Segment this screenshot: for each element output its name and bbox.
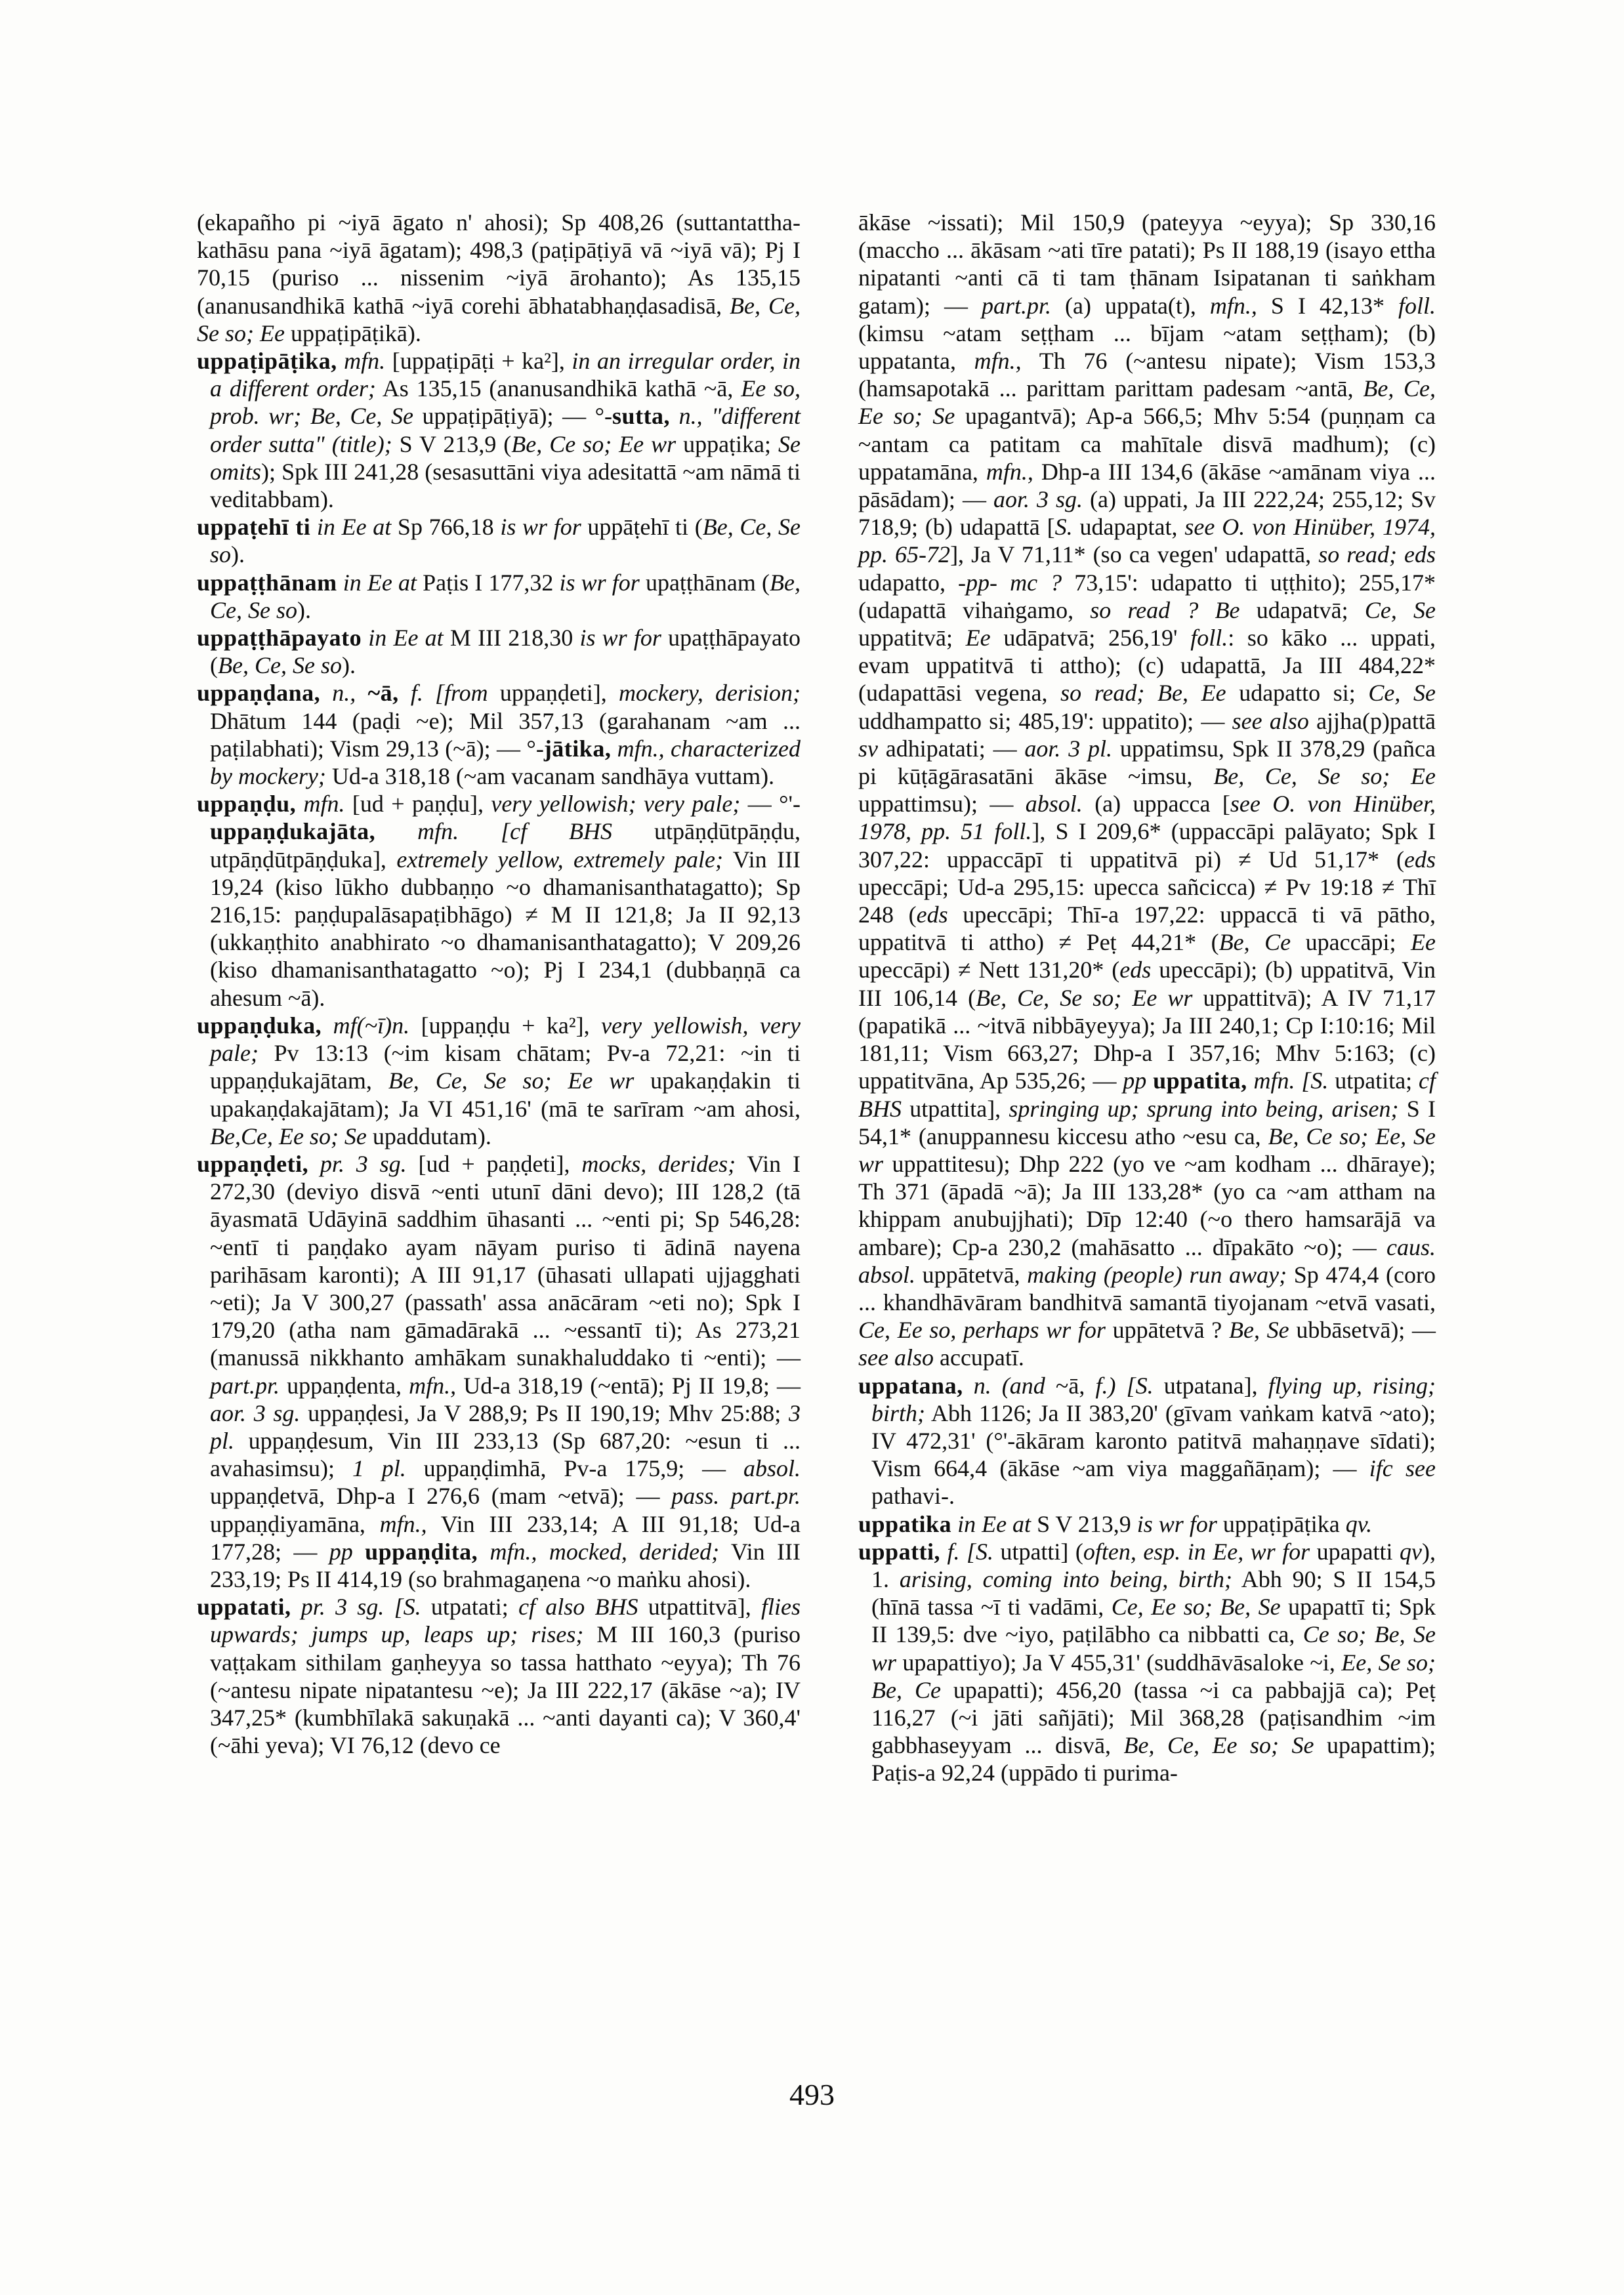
- entry-text: udapatto si;: [1226, 680, 1369, 707]
- italic-text: see O. von Hinüber, 1978, pp. 51 foll.: [858, 791, 1436, 845]
- headword: uppaṇḍana,: [197, 680, 321, 707]
- entry-uppatthapayato: [197, 624, 801, 679]
- entry-text: upaddutam).: [366, 1123, 491, 1149]
- italic-text: absol.: [1025, 791, 1083, 817]
- entry-text: [uppaṇḍu + ka²],: [409, 1012, 602, 1039]
- italic-text: very yellowish, very pale;: [210, 1012, 801, 1067]
- entry-text: upeccāpi); (b) uppatitvā, Vin III 106,14 (: [858, 957, 1436, 1011]
- italic-text: Be, Se: [1228, 1317, 1289, 1344]
- entry-text: ); Spk III 241,28 (sesasuttāni viya adesitattā ~am nāmā ti veditabbam).: [210, 458, 801, 513]
- italic-text: mfn., characterized by mockery;: [210, 735, 801, 790]
- italic-text: so read; Be, Ee: [1060, 680, 1226, 707]
- italic-text: Be, Ce, Se so; Ee: [197, 292, 801, 346]
- italic-text: mocks, derides;: [581, 1150, 736, 1177]
- entry-text: uppātetvā ?: [1105, 1317, 1229, 1344]
- entry-text: S I 54,1* (anuppannesu kiccesu atho ~esu ca,: [858, 1095, 1436, 1149]
- italic-text: flies upwards; jumps up, leaps up; rises;: [210, 1594, 801, 1648]
- italic-text: mfn.,: [409, 1372, 457, 1399]
- entry-text: M III 218,30: [443, 625, 580, 651]
- entry-text: Sp 766,18: [391, 514, 501, 541]
- entry-text: udapatto,: [858, 569, 959, 596]
- entry-uppandu: [197, 790, 801, 1012]
- italic-text: is wr for: [579, 625, 661, 651]
- italic-text: Be, Ce, Se so; Ee wr: [388, 1067, 635, 1094]
- headword: uppatati,: [197, 1594, 291, 1621]
- italic-text: f. [S.: [940, 1538, 993, 1565]
- italic-text: pr. 3 sg. [S.: [291, 1594, 421, 1621]
- italic-text: 1 pl.: [352, 1455, 406, 1482]
- italic-text: mfn., mocked, derided;: [478, 1538, 720, 1565]
- entry-text: (kimsu ~atam seṭṭham ... bījam ~atam seṭṭham); (b) uppatanta,: [858, 320, 1436, 375]
- italic-text: mfn. [S.: [1247, 1067, 1329, 1094]
- entry-text: uppatimsu, Spk II 378,29 (pañca pi kūṭāgārasatāni ākāse ~imsu,: [858, 735, 1436, 790]
- italic-text: Ce, Se: [1368, 680, 1436, 707]
- italic-text: n. (and: [963, 1372, 1045, 1399]
- italic-text: pp: [329, 1538, 353, 1565]
- entry-text: uppaṇḍesum, Vin III 233,13 (Sp 687,20: ~esun ti ... avahasimsu);: [210, 1427, 801, 1482]
- italic-text: mf(~ī)n.: [322, 1012, 410, 1039]
- entry-text: S V 213,9: [1031, 1510, 1137, 1537]
- entry-text: ], S I 209,6* (uppaccāpi palāyato; Spk I 307,22: uppaccāpī ti uppatitvā pi) ≠ Ud 51,17* (: [858, 818, 1436, 873]
- entry-text: uppattimsu); —: [858, 791, 1026, 817]
- italic-text: making (people) run away;: [1027, 1261, 1287, 1288]
- entry-text: — °'-: [740, 791, 801, 817]
- headword: uppaṭṭhāpayato: [197, 625, 362, 651]
- italic-text: in Ee at: [337, 569, 417, 596]
- entry-text: Dhātum 144 (paḍi ~e); Mil 357,13 (garahanam ~am ... paṭilabhati); Vism 29,13 (~ā); — °-: [210, 707, 801, 762]
- italic-text: in Ee at: [310, 514, 392, 541]
- italic-text: absol.: [743, 1455, 801, 1482]
- entry-text: S V 213,9 (: [392, 430, 512, 457]
- headword: jātika,: [543, 735, 612, 762]
- entry-text: accupatī.: [933, 1344, 1024, 1371]
- headword: uppaṭehī ti: [197, 514, 311, 541]
- entry-text: ).: [231, 541, 245, 568]
- entry-text: uppaṇḍetvā, Dhp-a I 276,6 (mam ~etvā); —: [210, 1483, 672, 1510]
- italic-text: mfn.: [296, 791, 345, 817]
- italic-text: f.) [S.: [1095, 1372, 1154, 1399]
- entry-text: uppaṭipāṭika: [1217, 1510, 1346, 1537]
- entry-text: S I 42,13*: [1257, 292, 1398, 319]
- entry-text: [356, 680, 367, 706]
- entry-uppatehi: [197, 513, 801, 568]
- entry-text: (a) uppata(t),: [1051, 292, 1210, 319]
- entry-text: [ud + paṇḍeti],: [406, 1150, 582, 1177]
- italic-text: Se omits: [210, 430, 801, 485]
- headword: sutta,: [612, 403, 671, 430]
- italic-text: eds: [1119, 957, 1152, 983]
- entry-text: utpāṇḍūtpāṇḍu, utpāṇḍūtpāṇḍuka],: [210, 818, 801, 873]
- italic-text: springing up; sprung into being, arisen;: [1009, 1095, 1399, 1122]
- italic-text: in an irregular order, in a different order;: [210, 348, 801, 402]
- entry-text: pathavi-.: [871, 1483, 955, 1510]
- entry-text: upapattī ti; Spk II 139,5: dve ~iyo, paṭilābho ca nibbatti ca,: [871, 1594, 1436, 1648]
- entry-text: upaccāpi;: [1291, 929, 1411, 956]
- italic-text: pr. 3 sg.: [308, 1150, 407, 1177]
- italic-text: Be, Ce, Ee so; Se: [858, 375, 1436, 430]
- entry-text: uppattitesu); Dhp 222 (yo ve ~am kodham ... dhāraye); Th 371 (āpadā ~ā); Ja III 133,28* (yo ca ~am attham na khippam anubujjhati); Dīp 12:40 (~o thero hamsarājā va ambare); Cp-a 230,2 (mahāsatto ... dīpakāto ~o); —: [858, 1150, 1436, 1260]
- headword: uppaṇḍeti,: [197, 1150, 309, 1177]
- entry-text: upapatti); 456,20 (tassa ~i ca pabbajjā ca); Peṭ 116,27 (~i jāti sañjāti); Mil 368,28 (paṭisandhim ~im gabbhaseyyam ... disvā,: [871, 1676, 1436, 1759]
- entry-text: ākāse ~issati); Mil 150,9 (pateyya ~eyya); Sp 330,16 (maccho ... ākāsam ~ati tīre patati); Ps II 188,19 (isayo ettha nipatanti ~anti cā ti tam ṭhānam Isipatanan ti saṅkham gatam); —: [858, 209, 1436, 319]
- entry-text: upagantvā); Ap-a 566,5; Mhv 5:54 (puṇṇam ca ~antam ca patitam ca mahītale disvā madhum); (c) uppatamāna,: [858, 403, 1436, 485]
- headword: uppaṇḍita,: [365, 1538, 478, 1565]
- entry-text: Pv 13:13 (~im kisam chātam; Pv-a 72,21: ~in ti uppaṇḍukajātam,: [210, 1040, 801, 1094]
- italic-text: pass. part.pr.: [671, 1483, 801, 1510]
- entry-text: uppattitvā); A IV 71,17 (papatikā ... ~itvā nibbāyeyya); Ja III 240,1; Cp I:10:16; Mil 181,11; Vism 663,27; Dhp-a I 357,16; Mhv 5:163; (c) uppatitvāna, Ap 535,26; —: [858, 984, 1436, 1094]
- italic-text: cf BHS: [858, 1067, 1436, 1122]
- italic-text: see O. von Hinüber, 1974, pp. 65-72: [858, 514, 1436, 568]
- italic-text: caus. absol.: [858, 1233, 1436, 1288]
- italic-text: aor. 3 sg.: [210, 1399, 301, 1426]
- italic-text: Ce, Se: [1364, 596, 1436, 623]
- entry-text: ~ā,: [1045, 1372, 1096, 1399]
- italic-text: very yellowish; very pale;: [491, 791, 741, 817]
- entry-text: [uppaṭipāṭi + ka²],: [385, 348, 572, 375]
- italic-text: Be, Ce so; Ee, Se wr: [858, 1123, 1436, 1177]
- italic-text: is wr for: [1136, 1510, 1217, 1537]
- headword: uppatana,: [858, 1372, 963, 1399]
- entry-text: utpatti] (: [993, 1538, 1083, 1565]
- entry-text: [ud + paṇḍu],: [344, 791, 491, 817]
- italic-text: Ee: [1411, 929, 1436, 956]
- entry-ekapanho: [197, 209, 801, 347]
- italic-text: see also: [858, 1344, 934, 1371]
- italic-text: Ce, Ee so, perhaps wr for: [858, 1317, 1106, 1344]
- entry-text: [353, 1539, 365, 1565]
- italic-text: eds: [916, 901, 948, 928]
- entry-text: uppāṭehī ti (: [581, 514, 703, 541]
- entry-text: utpattitvā],: [638, 1594, 761, 1621]
- italic-text: -pp- mc ?: [958, 569, 1062, 596]
- entry-text: upeccāpi) ≠ Nett 131,20* (: [858, 957, 1120, 983]
- italic-text: n.,: [320, 680, 356, 707]
- italic-text: sv: [858, 735, 878, 762]
- italic-text: so read; eds: [1318, 541, 1436, 568]
- entry-text: Sp 474,4 (coro ... khandhāvāram bandhitvā samantā tiyojanam ~etvā vasati,: [858, 1261, 1436, 1315]
- italic-text: eds: [1404, 846, 1436, 873]
- entry-text: upeccāpi; Ud-a 295,15: upecca sañcicca) ≠ Pv 19:18 ≠ Thī 248 (: [858, 873, 1436, 928]
- entry-text: uppaṭika;: [676, 430, 779, 457]
- entry-text: As 135,15 (ananusandhikā kathā ~ā,: [375, 375, 741, 402]
- entry-uppatana: [858, 1372, 1436, 1510]
- entry-text: Dhp-a III 134,6 (ākāse ~amānam viya ... pāsādam); —: [858, 458, 1436, 513]
- entry-uppanduka: [197, 1012, 801, 1150]
- italic-text: is wr for: [500, 514, 581, 541]
- italic-text: mockery, derision;: [618, 680, 801, 707]
- entry-text: ).: [297, 596, 311, 623]
- entry-text: 73,15': udapatto ti uṭṭhito); 255,17* (udapattā vihaṅgamo,: [858, 569, 1436, 623]
- italic-text: Be, Ce, Se so; Ee wr: [976, 984, 1193, 1011]
- italic-text: Be,Ce, Ee so; Se: [210, 1123, 367, 1149]
- italic-text: Be, Ce so; Ee wr: [511, 430, 677, 457]
- headword: uppaṭipāṭika,: [197, 348, 337, 375]
- entry-text: ubbāsetvā); —: [1289, 1317, 1436, 1344]
- entry-text: uppaṇḍenta,: [280, 1372, 409, 1399]
- entry-text: Vin III 233,19; Ps II 414,19 (so brahmagaṇena ~o maṅku ahosi).: [210, 1538, 801, 1592]
- entry-text: Paṭis I 177,32: [416, 569, 560, 596]
- entry-text: : so kāko ... uppati, evam uppatitvā ti attho); (c) udapattā, Ja III 484,22* (udapattāsi vegena,: [858, 625, 1436, 707]
- entry-text: upeccāpi; Thī-a 197,22: uppaccā ti vā pātho, uppatitvā ti attho) ≠ Peṭ 44,21* (: [858, 901, 1436, 956]
- italic-text: mfn.,: [974, 348, 1022, 375]
- entry-text: (a) uppacca [: [1082, 791, 1230, 817]
- italic-text: Ce, Ee so; Be, Se: [1111, 1594, 1281, 1621]
- entry-uppandana: [197, 679, 801, 790]
- italic-text: S.: [1054, 514, 1073, 541]
- italic-text: mfn.,: [379, 1510, 427, 1537]
- entry-text: uppaṇḍimhā, Pv-a 175,9; —: [406, 1455, 743, 1482]
- italic-text: is wr for: [559, 569, 640, 596]
- entry-text: (a) uppati, Ja III 222,24; 255,12; Sv 718,9; (b) udapattā [: [858, 486, 1436, 541]
- entry-text: uppatitvā;: [858, 625, 966, 651]
- entry-text: Abh 90; S II 154,5 (hīnā tassa ~ī ti vadāmi,: [871, 1565, 1436, 1621]
- entry-text: uppaṭipāṭikā).: [284, 320, 421, 346]
- italic-text: pp: [1123, 1067, 1147, 1094]
- italic-text: Be, Ce, Se so: [210, 514, 801, 568]
- entry-uppatati: [197, 1593, 801, 1759]
- right-column: [858, 209, 1436, 1787]
- entry-text: upapattim); Paṭis-a 92,24 (uppādo ti purima-: [871, 1732, 1436, 1787]
- italic-text: cf also BHS: [518, 1594, 638, 1621]
- entry-text: uddhampatto si; 485,19': uppatito); —: [858, 707, 1232, 734]
- entry-text: utpattita],: [902, 1095, 1009, 1122]
- headword: uppatita,: [1153, 1067, 1247, 1094]
- entry-text: udāpatvā; 256,19': [990, 625, 1191, 651]
- italic-text: extremely yellow, extremely pale;: [396, 846, 724, 873]
- italic-text: Ee: [965, 625, 991, 651]
- italic-text: Ce so; Be, Se wr: [871, 1621, 1436, 1676]
- entry-text: Vin III 19,24 (kiso lūkho dubbaṇṇo ~o dhamanisanthatagatto); Sp 216,15: paṇḍupalāsapaṭibhāgo) ≠ M II 121,8; Ja II 92,13 (ukkaṇṭhito anabhirato ~o dhamanisanthatagatto); V 209,26 (kiso dhamanisanthatagatto ~o); Pj I 234,1 (dubbaṇṇā ca ahesum ~ā).: [210, 846, 801, 1011]
- entry-uppatthanam: [197, 569, 801, 624]
- italic-text: mfn.: [337, 348, 386, 375]
- entry-text: Vin I 272,30 (deviyo disvā ~enti utunī dāni devo); III 128,2 (tā āyasmatā Udāyinā saddhim ūhasanti ... ~enti pi; Sp 546,28: ~entī ti paṇḍako ayam nāyam puriso ti ādinā nayena parihāsam karonti); A III 91,17 (ūhasati ullapati ujjagghati ~eti); Ja V 300,27 (passath' assa anācāram ~eti no); Spk I 179,20 (atha nam gāmadārakā ... ~essantī ti); As 273,21 (manussā nikkhanto amhākam sunakhaluddako ti ~enti); —: [210, 1150, 801, 1371]
- italic-text: arising, coming into being, birth;: [899, 1565, 1232, 1592]
- entry-uppatipatika: [197, 347, 801, 513]
- headword: uppaṇḍuka,: [197, 1012, 322, 1039]
- italic-text: often, esp. in Ee, wr for: [1083, 1538, 1310, 1565]
- entry-text: (ekapañho pi ~iyā āgato n' ahosi); Sp 408,26 (suttantattha-kathāsu pana ~iyā āgatam); 498,3 (paṭipāṭiyā vā ~iyā vā); Pj I 70,15 (puriso ... nissenim ~iyā ārohanto); As 135,15 (ananusandhikā kathā ~iyā corehi ābhatabhaṇḍasadisā,: [197, 209, 801, 319]
- headword: uppaṇḍu,: [197, 791, 297, 817]
- entry-text: ), 1.: [871, 1538, 1436, 1592]
- italic-text: part.pr.: [981, 292, 1051, 319]
- italic-text: Ee so, prob. wr; Be, Ce, Se: [210, 375, 801, 430]
- entry-text: upaṭṭhāpayato (: [210, 625, 801, 679]
- entry-uppatti: [858, 1538, 1436, 1787]
- headword: uppaṭṭhānam: [197, 569, 337, 596]
- entry-text: udapaptat,: [1072, 514, 1185, 541]
- entry-text: upakaṇḍakin ti upakaṇḍakajātam); Ja VI 451,16' (mā te sarīram ~am ahosi,: [210, 1067, 801, 1122]
- entry-text: M III 160,3 (puriso vaṭṭakam sithilam gaṇheyya so tassa hatthato ~eyya); Th 76 (~antesu nipate nipatantesu ~e); Ja III 222,17 (ākāse ~a); IV 347,25* (kumbhīlakā sakuṇakā ... ~anti dayanti ca); V 360,4' (~āhi yeva); VI 76,12 (devo ce: [210, 1621, 801, 1759]
- entry-text: utpatita;: [1328, 1067, 1419, 1094]
- entry-text: utpatana],: [1153, 1372, 1268, 1399]
- entry-text: utpatati;: [421, 1594, 519, 1621]
- italic-text: in Ee at: [362, 625, 444, 651]
- headword: uppaṇḍukajāta,: [210, 818, 376, 845]
- italic-text: aor. 3 sg.: [993, 486, 1083, 513]
- italic-text: Be, Ce, Se so; Ee: [1213, 763, 1436, 790]
- entry-text: Ud-a 318,19 (~entā); Pj II 19,8; —: [456, 1372, 801, 1399]
- italic-text: foll.: [1398, 292, 1436, 319]
- italic-text: so read ? Be: [1090, 596, 1240, 623]
- italic-text: mfn.,: [1209, 292, 1257, 319]
- italic-text: qv.: [1345, 1510, 1373, 1537]
- entry-text: udapatvā;: [1239, 596, 1365, 623]
- italic-text: aor. 3 pl.: [1024, 735, 1113, 762]
- entry-text: ], Ja V 71,11* (so ca vegen' udapattā,: [950, 541, 1319, 568]
- italic-text: Be, Ce: [1218, 929, 1291, 956]
- entry-text: ajjha(p)pattā: [1308, 707, 1436, 734]
- headword: uppatti,: [858, 1538, 941, 1565]
- entry-text: Abh 1126; Ja II 383,20' (gīvam vaṅkam katvā ~ato); IV 472,31' (°'-ākāram karonto patitvā mahaṇṇave sīdati); Vism 664,4 (ākāse ~am viya maggañāṇam); —: [871, 1399, 1436, 1482]
- italic-text: qv: [1400, 1538, 1423, 1565]
- left-column: [197, 209, 801, 1759]
- entry-text: uppaṇḍesi, Ja V 288,9; Ps II 190,19; Mhv 25:88;: [300, 1399, 789, 1426]
- entry-text: uppaṇḍiyamāna,: [210, 1510, 380, 1537]
- italic-text: ifc see: [1369, 1455, 1436, 1482]
- headword: uppatika: [858, 1510, 952, 1537]
- italic-text: foll.: [1190, 625, 1228, 651]
- italic-text: mfn. [cf BHS: [375, 818, 613, 845]
- italic-text: see also: [1232, 707, 1309, 734]
- italic-text: part.pr.: [210, 1372, 280, 1399]
- italic-text: flying up, rising; birth;: [871, 1372, 1436, 1426]
- italic-text: n., "different order sutta" (title);: [210, 403, 801, 457]
- italic-text: Be, Ce, Se so: [210, 569, 801, 623]
- entry-text: Vin III 233,14; A III 91,18; Ud-a 177,28; —: [210, 1510, 801, 1565]
- headword: ~ā,: [367, 680, 399, 707]
- entry-text: upapatti: [1310, 1538, 1400, 1565]
- italic-text: Be, Ce, Ee so; Se: [1123, 1732, 1314, 1759]
- italic-text: in Ee at: [951, 1510, 1031, 1537]
- italic-text: 3 pl.: [210, 1399, 801, 1454]
- entry-uppatika: [858, 1510, 1436, 1538]
- entry-text: upaṭṭhānam (: [639, 569, 770, 596]
- entry-text: uppātetvā,: [915, 1261, 1028, 1288]
- entry-text: uppaṭipāṭiyā); — °-: [413, 403, 613, 430]
- entry-text: uppaṇḍeti],: [488, 680, 619, 707]
- page-number: 493: [789, 2078, 835, 2111]
- entry-text: adhipatati; —: [878, 735, 1025, 762]
- entry-text: [1146, 1067, 1153, 1094]
- italic-text: f. [from: [398, 680, 488, 707]
- italic-text: Ee, Se so; Be, Ce: [871, 1649, 1436, 1703]
- entry-text: Th 76 (~antesu nipate); Vism 153,3 (hamsapotakā ... parittam parittam padesam ~antā,: [858, 348, 1436, 402]
- italic-text: mfn.,: [986, 458, 1033, 485]
- entry-uppandeti: [197, 1150, 801, 1593]
- italic-text: Be, Ce, Se so: [218, 652, 342, 679]
- entry-text: upapattiyo); Ja V 455,31' (suddhāvāsaloke ~i,: [896, 1649, 1342, 1676]
- entry-uppatati-cont: [858, 209, 1436, 1372]
- entry-text: Ud-a 318,18 (~am vacanam sandhāya vuttam).: [325, 763, 775, 790]
- entry-text: ).: [341, 652, 356, 679]
